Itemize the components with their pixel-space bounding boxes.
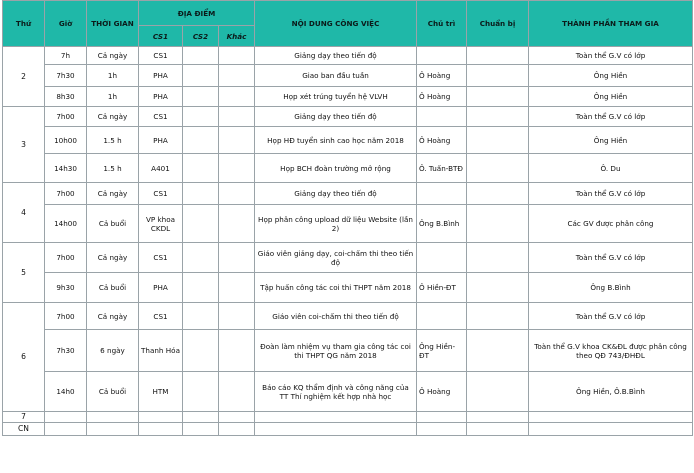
noi-dung-cell — [255, 412, 417, 423]
thoi-gian-cell: Cả ngày — [87, 47, 139, 65]
khac-cell — [219, 65, 255, 87]
thoi-gian-cell: Cả ngày — [87, 183, 139, 205]
thoi-gian-cell — [87, 423, 139, 436]
noi-dung-cell — [255, 423, 417, 436]
gio-cell: 14h00 — [45, 205, 87, 243]
thanh-phan-cell: Các GV được phân công — [529, 205, 693, 243]
chuan-bi-cell — [467, 303, 529, 330]
schedule-row — [3, 273, 693, 303]
chuan-bi-cell — [467, 65, 529, 87]
khac-cell — [219, 423, 255, 436]
gio-cell: 7h30 — [45, 330, 87, 372]
thanh-phan-cell — [529, 412, 693, 423]
chuan-bi-cell — [467, 273, 529, 303]
chuan-bi-cell — [467, 87, 529, 107]
header-thoi-gian: THỜI GIAN — [87, 1, 139, 47]
day-label: 7 — [3, 412, 45, 423]
schedule-row — [3, 205, 693, 243]
cs1-cell: CS1 — [139, 303, 183, 330]
gio-cell: 7h — [45, 47, 87, 65]
khac-cell — [219, 127, 255, 154]
chu-tri-cell: Ông Hiền-ĐT — [417, 330, 467, 372]
chu-tri-cell — [417, 423, 467, 436]
cs2-cell — [183, 183, 219, 205]
schedule-row — [3, 330, 693, 372]
khac-cell — [219, 372, 255, 412]
cs2-cell — [183, 303, 219, 330]
noi-dung-cell: Tập huấn công tác coi thi THPT năm 2018 — [255, 273, 417, 303]
cs2-cell — [183, 205, 219, 243]
schedule-row — [3, 47, 693, 65]
khac-cell — [219, 273, 255, 303]
khac-cell — [219, 412, 255, 423]
noi-dung-cell: Họp phân công upload dữ liệu Website (lần 2) — [255, 205, 417, 243]
gio-cell: 14h30 — [45, 154, 87, 183]
noi-dung-cell: Họp HĐ tuyển sinh cao học năm 2018 — [255, 127, 417, 154]
schedule-body — [3, 47, 693, 436]
noi-dung-cell: Đoàn làm nhiệm vụ tham gia công tác coi thi THPT QG năm 2018 — [255, 330, 417, 372]
gio-cell: 7h00 — [45, 243, 87, 273]
chu-tri-cell — [417, 243, 467, 273]
cs1-cell: Thanh Hóa — [139, 330, 183, 372]
cs2-cell — [183, 65, 219, 87]
thanh-phan-cell: Toàn thể G.V có lớp — [529, 243, 693, 273]
day-label: 6 — [3, 303, 45, 412]
schedule-row — [3, 303, 693, 330]
noi-dung-cell: Giảng dạy theo tiến độ — [255, 183, 417, 205]
thoi-gian-cell — [87, 412, 139, 423]
khac-cell — [219, 183, 255, 205]
cs1-cell: PHA — [139, 273, 183, 303]
chuan-bi-cell — [467, 243, 529, 273]
thoi-gian-cell: Cả ngày — [87, 107, 139, 127]
gio-cell: 7h00 — [45, 183, 87, 205]
thanh-phan-cell: Ông Hiền — [529, 65, 693, 87]
cs1-cell: CS1 — [139, 107, 183, 127]
khac-cell — [219, 154, 255, 183]
schedule-row — [3, 372, 693, 412]
gio-cell: 9h30 — [45, 273, 87, 303]
thoi-gian-cell: 1.5 h — [87, 127, 139, 154]
schedule-row — [3, 243, 693, 273]
chu-tri-cell — [417, 47, 467, 65]
chuan-bi-cell — [467, 154, 529, 183]
day-label: 4 — [3, 183, 45, 243]
cs1-cell — [139, 412, 183, 423]
noi-dung-cell: Giáo viên coi-chấm thi theo tiến độ — [255, 303, 417, 330]
thoi-gian-cell: Cả ngày — [87, 303, 139, 330]
thanh-phan-cell — [529, 423, 693, 436]
gio-cell — [45, 423, 87, 436]
chuan-bi-cell — [467, 183, 529, 205]
chu-tri-cell: Ông B.Bình — [417, 205, 467, 243]
header-thanh-phan: THÀNH PHẦN THAM GIA — [529, 1, 693, 47]
thanh-phan-cell: Ông Hiền, Ô.B.Bình — [529, 372, 693, 412]
header-noi-dung: NỘI DUNG CÔNG VIỆC — [255, 1, 417, 47]
noi-dung-cell: Giao ban đầu tuần — [255, 65, 417, 87]
cs2-cell — [183, 412, 219, 423]
thanh-phan-cell: Ông B.Bình — [529, 273, 693, 303]
thoi-gian-cell: Cả buổi — [87, 372, 139, 412]
day-label: CN — [3, 423, 45, 436]
gio-cell: 7h00 — [45, 107, 87, 127]
noi-dung-cell: Giáo viên giảng dạy, coi-chấm thi theo tiến độ — [255, 243, 417, 273]
chu-tri-cell: Ô Hoàng — [417, 65, 467, 87]
khac-cell — [219, 47, 255, 65]
chu-tri-cell — [417, 303, 467, 330]
schedule-row — [3, 107, 693, 127]
gio-cell: 8h30 — [45, 87, 87, 107]
noi-dung-cell: Giảng dạy theo tiến độ — [255, 47, 417, 65]
gio-cell — [45, 412, 87, 423]
day-label: 5 — [3, 243, 45, 303]
noi-dung-cell: Giảng dạy theo tiến độ — [255, 107, 417, 127]
day-label: 2 — [3, 47, 45, 107]
noi-dung-cell: Họp BCH đoàn trường mở rộng — [255, 154, 417, 183]
header-gio: Giờ — [45, 1, 87, 47]
chuan-bi-cell — [467, 47, 529, 65]
schedule-container — [2, 0, 693, 436]
khac-cell — [219, 243, 255, 273]
gio-cell: 7h30 — [45, 65, 87, 87]
chuan-bi-cell — [467, 330, 529, 372]
thanh-phan-cell: Ông Hiền — [529, 127, 693, 154]
cs2-cell — [183, 107, 219, 127]
chu-tri-cell — [417, 183, 467, 205]
header-thu: Thứ — [3, 1, 45, 47]
thoi-gian-cell: Cả buổi — [87, 205, 139, 243]
cs2-cell — [183, 423, 219, 436]
schedule-table — [2, 0, 693, 436]
khac-cell — [219, 205, 255, 243]
thoi-gian-cell: 1.5 h — [87, 154, 139, 183]
schedule-row — [3, 65, 693, 87]
cs1-cell: PHA — [139, 127, 183, 154]
cs2-cell — [183, 154, 219, 183]
thoi-gian-cell: 6 ngày — [87, 330, 139, 372]
schedule-row — [3, 412, 693, 423]
header-row-1 — [3, 1, 693, 26]
thoi-gian-cell: 1h — [87, 87, 139, 107]
khac-cell — [219, 87, 255, 107]
chu-tri-cell: Ô Hoàng — [417, 372, 467, 412]
chuan-bi-cell — [467, 412, 529, 423]
cs2-cell — [183, 372, 219, 412]
khac-cell — [219, 107, 255, 127]
thanh-phan-cell: Ô. Du — [529, 154, 693, 183]
cs2-cell — [183, 87, 219, 107]
thanh-phan-cell: Toàn thể G.V có lớp — [529, 107, 693, 127]
day-label: 3 — [3, 107, 45, 183]
header-khac: Khác — [219, 26, 255, 47]
cs1-cell: PHA — [139, 65, 183, 87]
schedule-row — [3, 127, 693, 154]
gio-cell: 14h0 — [45, 372, 87, 412]
chu-tri-cell: Ô. Tuấn-BTĐ — [417, 154, 467, 183]
gio-cell: 10h00 — [45, 127, 87, 154]
cs1-cell: CS1 — [139, 183, 183, 205]
thanh-phan-cell: Ông Hiền — [529, 87, 693, 107]
schedule-row — [3, 87, 693, 107]
thoi-gian-cell: 1h — [87, 65, 139, 87]
cs1-cell: CS1 — [139, 47, 183, 65]
cs1-cell: PHA — [139, 87, 183, 107]
chu-tri-cell: Ô Hoàng — [417, 127, 467, 154]
chuan-bi-cell — [467, 107, 529, 127]
cs2-cell — [183, 243, 219, 273]
schedule-row — [3, 154, 693, 183]
khac-cell — [219, 303, 255, 330]
cs2-cell — [183, 127, 219, 154]
chuan-bi-cell — [467, 205, 529, 243]
chu-tri-cell — [417, 412, 467, 423]
cs2-cell — [183, 273, 219, 303]
cs1-cell — [139, 423, 183, 436]
header-chu-tri: Chủ trì — [417, 1, 467, 47]
schedule-row — [3, 423, 693, 436]
chu-tri-cell: Ô Hiền-ĐT — [417, 273, 467, 303]
thoi-gian-cell: Cả ngày — [87, 243, 139, 273]
noi-dung-cell: Họp xét trúng tuyển hệ VLVH — [255, 87, 417, 107]
cs1-cell: HTM — [139, 372, 183, 412]
schedule-row — [3, 183, 693, 205]
header-dia-diem: ĐỊA ĐIỂM — [139, 1, 255, 26]
header-chuan-bi: Chuẩn bị — [467, 1, 529, 47]
khac-cell — [219, 330, 255, 372]
cs1-cell: VP khoa CKDL — [139, 205, 183, 243]
cs2-cell — [183, 47, 219, 65]
gio-cell: 7h00 — [45, 303, 87, 330]
thanh-phan-cell: Toàn thể G.V có lớp — [529, 183, 693, 205]
chuan-bi-cell — [467, 127, 529, 154]
chuan-bi-cell — [467, 372, 529, 412]
thanh-phan-cell: Toàn thể G.V có lớp — [529, 47, 693, 65]
thanh-phan-cell: Toàn thể G.V khoa CK&ĐL được phân công theo QĐ 743/ĐHĐL — [529, 330, 693, 372]
noi-dung-cell: Báo cáo KQ thẩm định và công năng của TT Thí nghiệm kết hợp nhà học — [255, 372, 417, 412]
cs2-cell — [183, 330, 219, 372]
chu-tri-cell: Ô Hoàng — [417, 87, 467, 107]
thoi-gian-cell: Cả buổi — [87, 273, 139, 303]
header-cs1: CS1 — [139, 26, 183, 47]
cs1-cell: CS1 — [139, 243, 183, 273]
cs1-cell: A401 — [139, 154, 183, 183]
thanh-phan-cell: Toàn thể G.V có lớp — [529, 303, 693, 330]
chuan-bi-cell — [467, 423, 529, 436]
chu-tri-cell — [417, 107, 467, 127]
header-cs2: CS2 — [183, 26, 219, 47]
